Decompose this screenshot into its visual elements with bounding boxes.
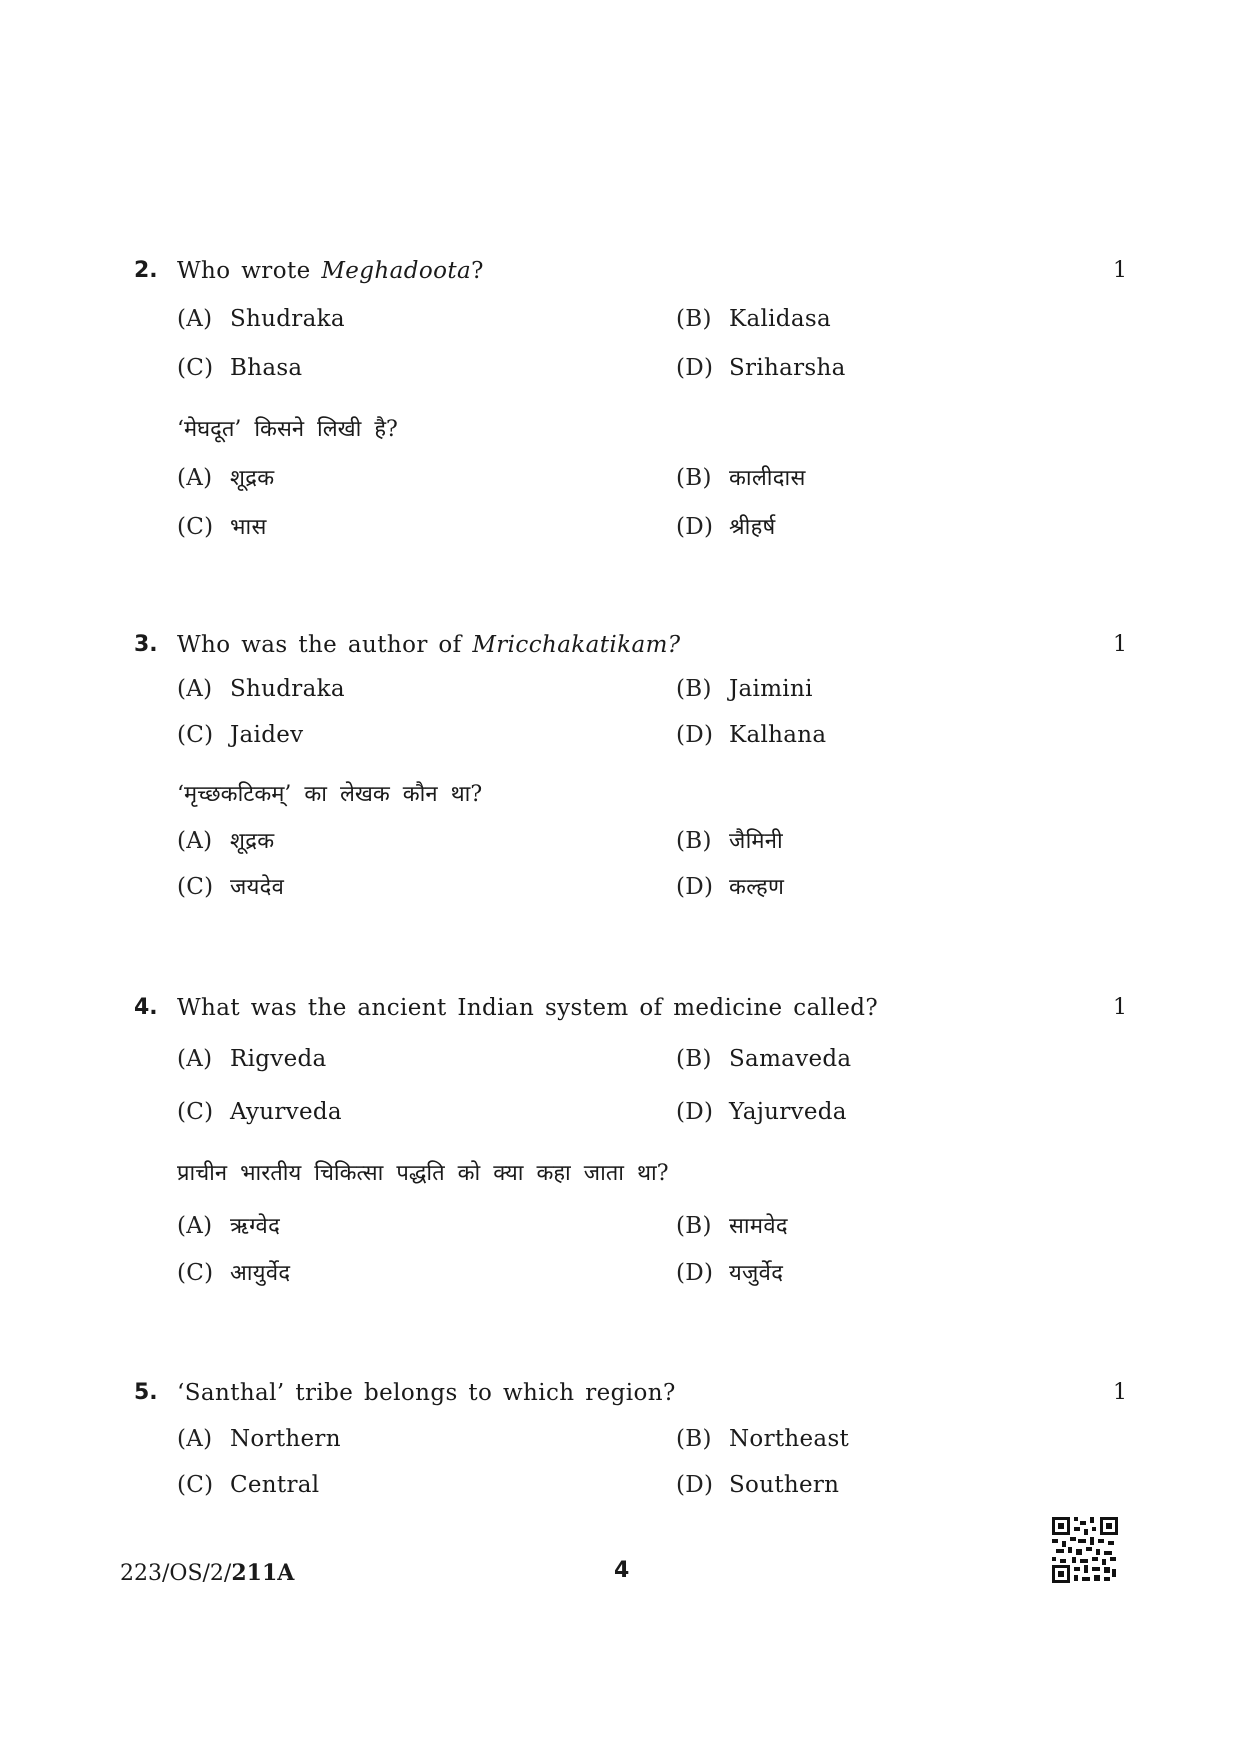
page-number: 4 bbox=[614, 1558, 630, 1583]
option-c: (C) Central bbox=[177, 1472, 320, 1498]
question-text: What was the ancient Indian system of medicine called? bbox=[177, 995, 879, 1021]
option-c-hindi: (C) आयुर्वेद bbox=[177, 1260, 291, 1286]
option-c-hindi: (C) जयदेव bbox=[177, 874, 285, 900]
option-a: (A) Northern bbox=[177, 1426, 341, 1452]
paper-code: 223/OS/2/211A bbox=[120, 1560, 295, 1586]
option-a-hindi: (A) ऋग्वेद bbox=[177, 1213, 281, 1239]
question-text: ‘Santhal’ tribe belongs to which region? bbox=[177, 1380, 676, 1406]
question-marks: 1 bbox=[1113, 995, 1127, 1020]
question-marks: 1 bbox=[1113, 1380, 1127, 1405]
option-b-hindi: (B) जैमिनी bbox=[676, 828, 783, 854]
qr-code-icon bbox=[1052, 1517, 1118, 1583]
option-d: (D) Yajurveda bbox=[676, 1099, 847, 1125]
question-hindi: ‘मेघदूत’ किसने लिखी है? bbox=[177, 417, 398, 442]
option-c: (C) Bhasa bbox=[177, 355, 303, 381]
option-a: (A) Shudraka bbox=[177, 306, 345, 332]
option-d-hindi: (D) श्रीहर्ष bbox=[676, 514, 776, 540]
question-text: Who wrote Meghadoota? bbox=[177, 258, 484, 284]
question-hindi: प्राचीन भारतीय चिकित्सा पद्धति को क्या कहा जाता था? bbox=[177, 1161, 669, 1186]
option-d-hindi: (D) कल्हण bbox=[676, 874, 785, 900]
option-d: (D) Kalhana bbox=[676, 722, 827, 748]
question-number: 3. bbox=[134, 632, 158, 657]
option-b: (B) Northeast bbox=[676, 1426, 850, 1452]
option-d: (D) Sriharsha bbox=[676, 355, 846, 381]
option-b-hindi: (B) कालीदास bbox=[676, 465, 806, 491]
option-b-hindi: (B) सामवेद bbox=[676, 1213, 788, 1239]
question-number: 2. bbox=[134, 258, 158, 283]
option-c: (C) Ayurveda bbox=[177, 1099, 342, 1125]
question-marks: 1 bbox=[1113, 632, 1127, 657]
option-d: (D) Southern bbox=[676, 1472, 840, 1498]
option-b: (B) Samaveda bbox=[676, 1046, 852, 1072]
option-a: (A) Shudraka bbox=[177, 676, 345, 702]
option-d-hindi: (D) यजुर्वेद bbox=[676, 1260, 784, 1286]
option-a: (A) Rigveda bbox=[177, 1046, 327, 1072]
option-c-hindi: (C) भास bbox=[177, 514, 267, 540]
option-a-hindi: (A) शूद्रक bbox=[177, 465, 275, 491]
question-hindi: ‘मृच्छकटिकम्’ का लेखक कौन था? bbox=[177, 782, 483, 807]
option-b: (B) Kalidasa bbox=[676, 306, 831, 332]
question-number: 5. bbox=[134, 1380, 158, 1405]
question-marks: 1 bbox=[1113, 258, 1127, 283]
option-a-hindi: (A) शूद्रक bbox=[177, 828, 275, 854]
question-text: Who was the author of Mricchakatikam? bbox=[177, 632, 681, 658]
option-b: (B) Jaimini bbox=[676, 676, 813, 702]
question-number: 4. bbox=[134, 995, 158, 1020]
option-c: (C) Jaidev bbox=[177, 722, 304, 748]
